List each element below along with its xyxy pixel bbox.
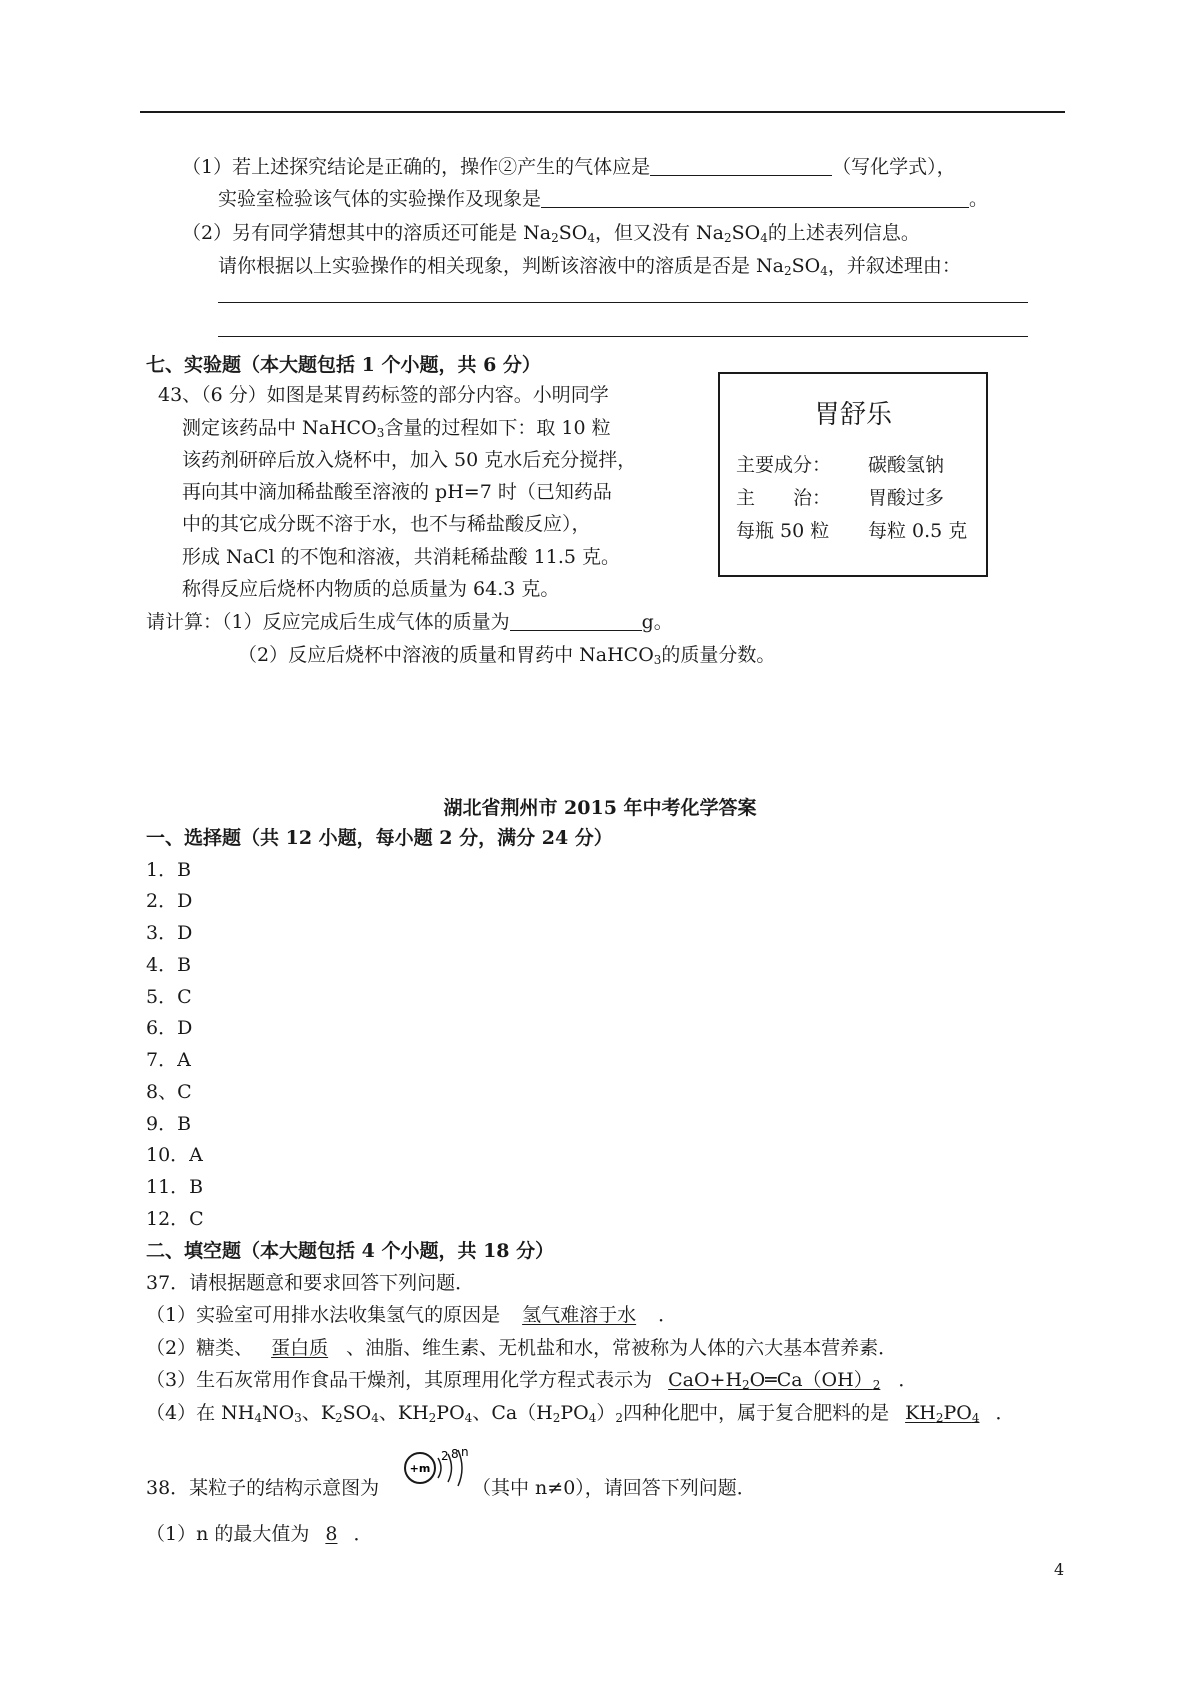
subscript: 2 [784,264,792,278]
q38-answer-1 [146,1519,372,1546]
shell-electrons: 8 [451,1447,459,1461]
medicine-name: 胃舒乐 [813,400,892,430]
text: 、Ca（H [472,1402,553,1424]
choice-answer: 8、C [146,1081,192,1103]
q43-line-4: 再向其中滴加稀盐酸至溶液的 pH=7 时（已知药品 [182,481,612,503]
choice-answer: 2．D [146,890,193,912]
choice-answer: 11．B [146,1176,204,1198]
subscript: 4 [464,1411,473,1425]
label-key: 每瓶 50 粒 [736,520,830,542]
choice-answer: 10．A [146,1144,203,1166]
q37-answer-3 [146,1365,917,1392]
header-rule [140,111,1065,113]
choice-answer: 7．A [146,1049,191,1071]
text: （1）n 的最大值为 [146,1523,310,1545]
choice-answer: 9．B [146,1113,192,1135]
text: ，但又没有 Na [594,222,724,244]
subscript: 4 [971,1411,980,1425]
text: SO [558,222,588,244]
medicine-label-box [718,372,988,577]
text: （2）另有同学猜想其中的溶质还可能是 Na [182,222,552,244]
q43-line-7: 称得反应后烧杯内物质的总质量为 64.3 克。 [182,578,560,600]
subscript: 2 [552,1411,561,1425]
filled-answer: 8 [325,1523,338,1545]
answer-blank [510,612,642,631]
q-cont-part1 [182,152,956,179]
subscript: 4 [760,231,768,245]
q43-line-1: 43、（6 分）如图是某胃药标签的部分内容。小明同学 [158,384,609,406]
subscript: 2 [551,231,559,245]
q43-line-5: 中的其它成分既不溶于水，也不与稀盐酸反应）， [182,513,591,535]
label-row [736,516,968,543]
label-row [736,450,945,477]
q-cont-part2 [182,218,920,245]
q-cont-part1-line2 [218,184,988,211]
nucleus-charge: +m [409,1462,431,1475]
text: ． [353,1523,373,1545]
text: 四种化肥中，属于复合肥料的是 [623,1402,890,1424]
answer-blank [541,189,969,208]
choice-answer: 12．C [146,1208,204,1230]
text: SO [791,255,821,277]
label-key: 主要成分： [736,454,832,476]
label-row [736,483,945,510]
text: SO [731,222,761,244]
q43-calc-2 [238,640,775,667]
q43-line-2 [182,413,611,440]
text: 的上述表列信息。 [767,222,920,244]
answers-title: 湖北省荆州市 2015 年中考化学答案 [443,797,757,819]
text: （2）反应后烧杯中溶液的质量和胃药中 NaHCO [238,644,654,666]
text: PO [436,1402,465,1424]
q37-answer-2 [146,1333,897,1360]
q37-answer-1 [146,1300,677,1327]
text: g。 [641,611,673,633]
text: 。 [969,188,989,210]
text: 请你根据以上实验操作的相关现象，判断该溶液中的溶质是否是 Na [218,255,784,277]
q-cont-part2-line2 [218,251,961,278]
label-value: 胃酸过多 [868,487,945,509]
text: ． [658,1304,678,1326]
text: KH [905,1402,936,1424]
text: CaO+H [668,1369,743,1391]
subscript: 3 [376,426,385,440]
choice-answer: 6．D [146,1017,193,1039]
subscript: 3 [653,653,662,667]
answers-section-2-heading: 二、填空题（本大题包括 4 个小题，共 18 分） [146,1240,555,1262]
text: SO [342,1402,372,1424]
choice-answer: 3．D [146,922,193,944]
text: （2）糖类、 [146,1337,254,1359]
text: ． [995,1402,1015,1424]
q43-calc-1 [146,607,673,634]
q43-line-6: 形成 NaCl 的不饱和溶液，共消耗稀盐酸 11.5 克。 [182,546,621,568]
text: ，并叙述理由： [827,255,961,277]
subscript: 4 [587,231,595,245]
subscript: 2 [723,231,732,245]
filled-answer: 氢气难溶于水 [522,1304,637,1326]
choice-answer: 4．B [146,954,192,976]
choice-answer: 1．B [146,859,192,881]
answers-section-1-heading: 一、选择题（共 12 小题，每小题 2 分，满分 24 分） [146,827,613,849]
q37-stem: 37．请根据题意和要求回答下列问题． [146,1272,475,1294]
text: PO [560,1402,589,1424]
answer-line [218,302,1028,303]
subscript: 2 [615,1411,624,1425]
subscript: 4 [371,1411,379,1425]
subscript: 4 [588,1411,597,1425]
q43-line-3: 该药剂研碎后放入烧杯中，加入 50 克水后充分搅拌， [182,449,637,471]
subscript: 2 [335,1411,343,1425]
text: 测定该药品中 NaHCO [182,417,377,439]
subscript: 2 [872,1378,881,1392]
page-number: 4 [1054,1560,1065,1579]
text: （3）生石灰常用作食品干燥剂，其原理用化学方程式表示为 [146,1369,653,1391]
subscript: 3 [294,1411,302,1425]
text: 、K [301,1402,336,1424]
subscript: 2 [428,1411,437,1425]
answer-line [218,336,1028,337]
section-7-heading: 七、实验题（本大题包括 1 个小题，共 6 分） [146,354,541,376]
text: 含量的过程如下：取 10 粒 [384,417,611,439]
label-key: 主 治： [736,487,832,509]
text: 、油脂、维生素、无机盐和水，常被称为人体的六大基本营养素． [346,1337,898,1359]
text: ． [898,1369,918,1391]
text: 、KH [378,1402,429,1424]
subscript: 2 [742,1378,750,1392]
label-value: 碳酸氢钠 [868,454,945,476]
text: （写化学式）， [832,156,956,178]
filled-answer [889,1402,995,1424]
text: 实验室检验该气体的实验操作及现象是 [218,188,542,210]
text: （1）若上述探究结论是正确的，操作②产生的气体应是 [182,156,651,178]
text: 的质量分数。 [661,644,776,666]
text: NO [261,1402,295,1424]
q38-stem-part1: 38．某粒子的结构示意图为 [146,1477,380,1499]
choice-answer: 5．C [146,986,192,1008]
subscript: 4 [820,264,828,278]
filled-answer: 蛋白质 [271,1337,329,1359]
text: （4）在 NH [146,1402,255,1424]
text: （1）实验室可用排水法收集氢气的原因是 [146,1304,501,1326]
shell-electrons: n [461,1445,469,1459]
shell-electrons: 2 [441,1449,449,1463]
atom-structure-diagram [402,1440,470,1498]
label-value: 每粒 0.5 克 [868,520,968,542]
subscript: 4 [254,1411,262,1425]
text: ） [596,1402,616,1424]
filled-answer [652,1369,898,1391]
q38-stem-part2: （其中 n≠0），请回答下列问题． [472,1477,756,1499]
text: O═Ca（OH） [749,1369,873,1391]
text: 请计算：（1）反应完成后生成气体的质量为 [146,611,510,633]
answer-blank [650,157,832,176]
q37-answer-4 [146,1398,1015,1425]
subscript: 2 [935,1411,944,1425]
text: PO [943,1402,972,1424]
